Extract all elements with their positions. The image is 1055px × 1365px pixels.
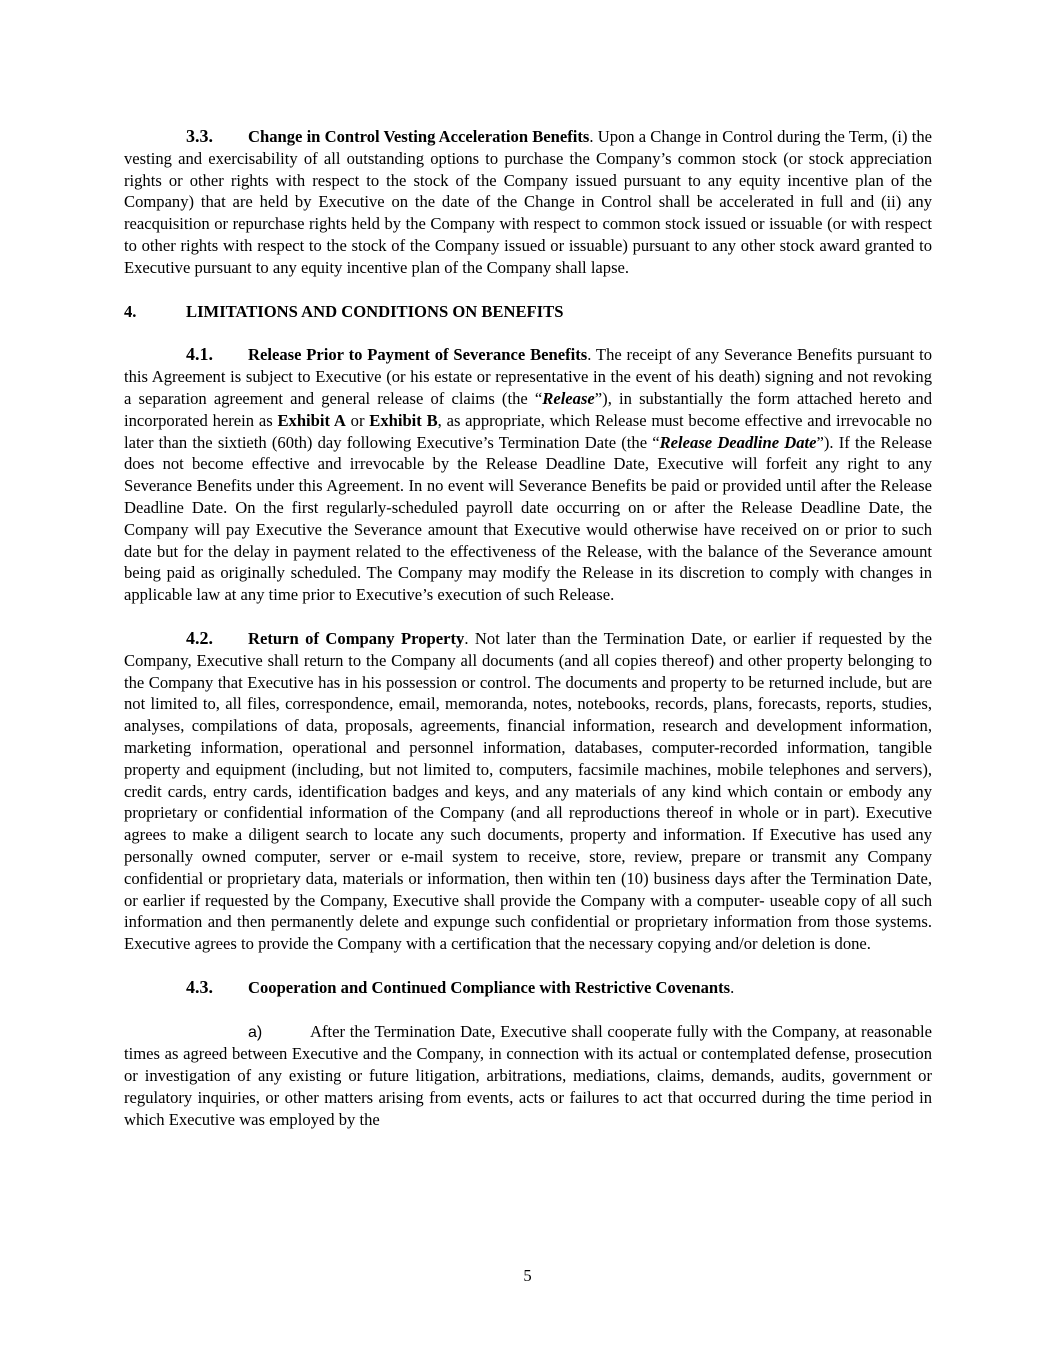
section-number: 4.2.	[186, 627, 213, 648]
defined-term: Release	[542, 388, 595, 408]
document-page	[124, 126, 932, 1131]
section-4-3-a	[124, 1021, 932, 1131]
section-4-1	[124, 344, 932, 606]
section-number: 4.	[124, 301, 137, 321]
section-text: ”). If the Release does not become effective and irrevocable by the Release Deadline Date, Executive will forfeit any right to any Severance Benefits under this Agreement. In no event will Severance Benefits be paid or provided until after the Release Deadline Date. On the first regularly-scheduled payroll date occurring on or after the Release Deadline Date, the Company will pay Executive the Severance amount that Executive would otherwise have received on or prior to such date but for the delay in payment related to the effectiveness of the Release, with the balance of the Severance amount being paid as originally scheduled. The Company may modify the Release in its discretion to comply with changes in applicable law at any time prior to Executive’s execution of such Release.	[124, 432, 933, 605]
subsection-letter: a)	[248, 1023, 263, 1041]
subsection-body: After the Termination Date, Executive shall cooperate fully with the Company, at reasonable times as agreed between Executive and the Company, in connection with its actual or contemplated defense, prosecution or investigation of any existing or future litigation, arbitrations, mediations, claims, demands, audits, government or regulatory inquiries, or other matters arising from events, acts or failures to act that occurred during the time period in which Executive was employed by the	[124, 1021, 932, 1129]
section-text: or	[345, 410, 370, 430]
section-body: . Not later than the Termination Date, or earlier if requested by the Company, Executive shall return to the Company all documents (and all copies thereof) and other property belonging to the Company that Executive has in his possession or control. The documents and property to be returned include, but are not limited to, all files, correspondence, email, memoranda, notes, notebooks, records, plans, forecasts, reports, studies, analyses, compilations of data, proposals, agreements, financial information, research and development information, marketing information, operational and personnel information, databases, computer-recorded information, tangible property and equipment (including, but not limited to, computers, facsimile machines, mobile telephones and servers), credit cards, entry cards, identification badges and keys, and any materials of any kind which contain or embody any proprietary or confidential information of the Company (and all reproductions thereof in whole or in part). Executive agrees to make a diligent search to locate any such documents, property and information. If Executive has used any personally owned computer, server or e-mail system to receive, store, review, prepare or transmit any Company confidential or proprietary data, materials or information, then within ten (10) business days after the Termination Date, or earlier if requested by the Company, Executive shall provide the Company with a computer- useable copy of all such information and then permanently delete and expunge such confidential or proprietary information from those systems. Executive agrees to provide the Company with a certification that the necessary copying and/or deletion is done.	[124, 628, 932, 954]
section-text: , as appropriate, which Release must become effective and irrevocable no later than the sixtieth (60th) day following Executive’s Termination Date (the “	[124, 410, 932, 452]
section-heading: Return of Company Property	[248, 628, 465, 648]
exhibit-reference: Exhibit B	[369, 410, 438, 430]
section-number: 3.3.	[186, 126, 213, 146]
section-text: ”), in substantially the form attached hereto and incorporated herein as	[124, 388, 932, 430]
section-heading: Release Prior to Payment of Severance Benefits	[248, 345, 588, 365]
section-3-3	[124, 126, 932, 279]
section-title: LIMITATIONS AND CONDITIONS ON BENEFITS	[186, 301, 564, 321]
section-tail: .	[730, 977, 735, 997]
exhibit-reference: Exhibit A	[277, 410, 346, 430]
section-number: 4.3.	[186, 976, 213, 997]
section-text: . The receipt of any Severance Benefits pursuant to this Agreement is subject to Executive (or his estate or representative in the event of his death) signing and not revoking a separation agreement and general release of claims (the “	[124, 345, 932, 408]
section-4-3	[124, 977, 932, 999]
section-4-2	[124, 628, 932, 955]
page-number: 5	[523, 1266, 532, 1285]
section-4-heading	[124, 301, 932, 323]
section-heading: Change in Control Vesting Acceleration Benefits	[248, 127, 590, 146]
section-heading: Cooperation and Continued Compliance with Restrictive Covenants	[248, 977, 731, 997]
defined-term: Release Deadline Date	[659, 432, 817, 452]
section-number: 4.1.	[186, 344, 213, 365]
section-body: . Upon a Change in Control during the Term, (i) the vesting and exercisability of all outstanding options to purchase the Company’s common stock (or stock appreciation rights or other rights with respect to the stock of the Company issued pursuant to any equity incentive plan of the Company) that are held by Executive on the date of the Change in Control shall be accelerated in full and (ii) any reacquisition or repurchase rights held by the Company with respect to common stock issued or issuable (or with respect to other rights with respect to the stock of the Company issued or issuable) pursuant to any other stock award granted to Executive pursuant to any equity incentive plan of the Company shall lapse.	[124, 127, 932, 277]
